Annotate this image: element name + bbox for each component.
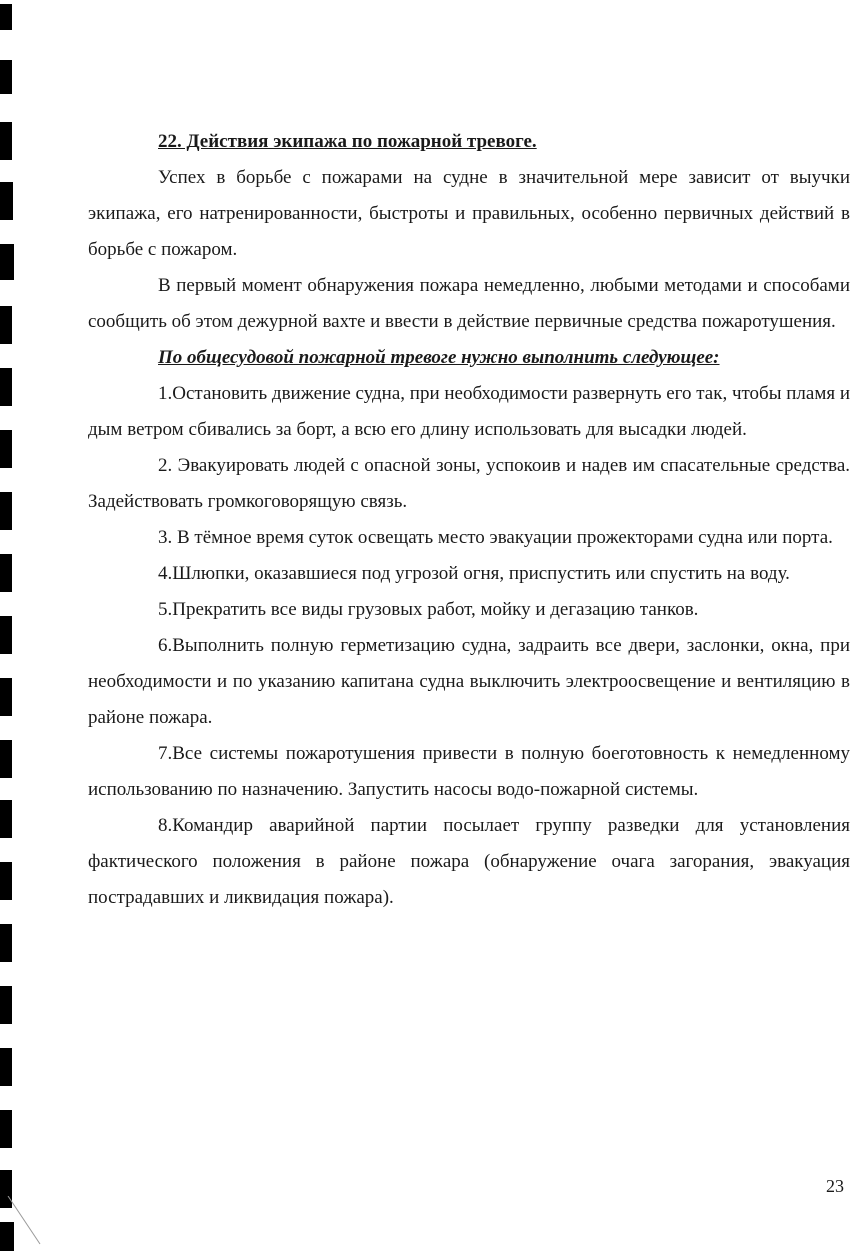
page-number: 23 (826, 1176, 844, 1196)
binding-hole (0, 182, 13, 220)
binding-hole (0, 122, 12, 160)
binding-hole (0, 306, 12, 344)
list-item: 6.Выполнить полную герметизацию судна, задраить все двери, заслонки, окна, при необходимости и по указанию капитана судна выключить электроосвещение и вентиляцию в районе пожара. (88, 635, 850, 728)
binding-hole (0, 616, 12, 654)
list-item: 7.Все системы пожаротушения привести в полную боеготовность к немедленному использованию по назначению. Запустить насосы водо-пожарной системы. (88, 743, 850, 800)
binding-hole (0, 740, 12, 778)
list-item: 8.Командир аварийной партии посылает группу разведки для установления фактического положения в районе пожара (обнаружение очага загорания, эвакуация пострадавших и ликвидация пожара). (88, 815, 850, 908)
binding-hole (0, 862, 12, 900)
page-crease (6, 1196, 42, 1246)
list-item: 1.Остановить движение судна, при необходимости развернуть его так, чтобы пламя и дым ветром сбивались за борт, а всю его длину использовать для высадки людей. (88, 383, 851, 440)
binding-hole (0, 800, 12, 838)
binding-hole (0, 1048, 12, 1086)
binding-hole (0, 554, 12, 592)
list-item: 3. В тёмное время суток освещать место эвакуации прожекторами судна или порта. (158, 527, 833, 548)
binding-holes (0, 0, 30, 1251)
binding-hole (0, 60, 12, 94)
binding-hole (0, 924, 12, 962)
paragraph: В первый момент обнаружения пожара немедленно, любыми методами и способами сообщить об этом дежурной вахте и ввести в действие первичные средства пожаротушения. (88, 275, 850, 332)
page-title: 22. Действия экипажа по пожарной тревоге. (158, 131, 537, 152)
document-body (88, 124, 850, 916)
binding-hole (0, 430, 12, 468)
binding-hole (0, 4, 12, 30)
paragraph: Успех в борьбе с пожарами на судне в значительной мере зависит от выучки экипажа, его натренированности, быстроты и правильных, особенно первичных действий в борьбе с пожаром. (88, 167, 850, 260)
section-subtitle: По общесудовой пожарной тревоге нужно выполнить следующее: (158, 347, 720, 368)
binding-hole (0, 1110, 12, 1148)
binding-hole (0, 492, 12, 530)
binding-hole (0, 368, 12, 406)
binding-hole (0, 678, 12, 716)
binding-hole (0, 244, 14, 280)
list-item: 2. Эвакуировать людей с опасной зоны, успокоив и надев им спасательные средства. Задействовать громкоговорящую связь. (88, 455, 850, 512)
list-item: 4.Шлюпки, оказавшиеся под угрозой огня, приспустить или спустить на воду. (158, 563, 790, 584)
binding-hole (0, 986, 12, 1024)
list-item: 5.Прекратить все виды грузовых работ, мойку и дегазацию танков. (158, 599, 699, 620)
